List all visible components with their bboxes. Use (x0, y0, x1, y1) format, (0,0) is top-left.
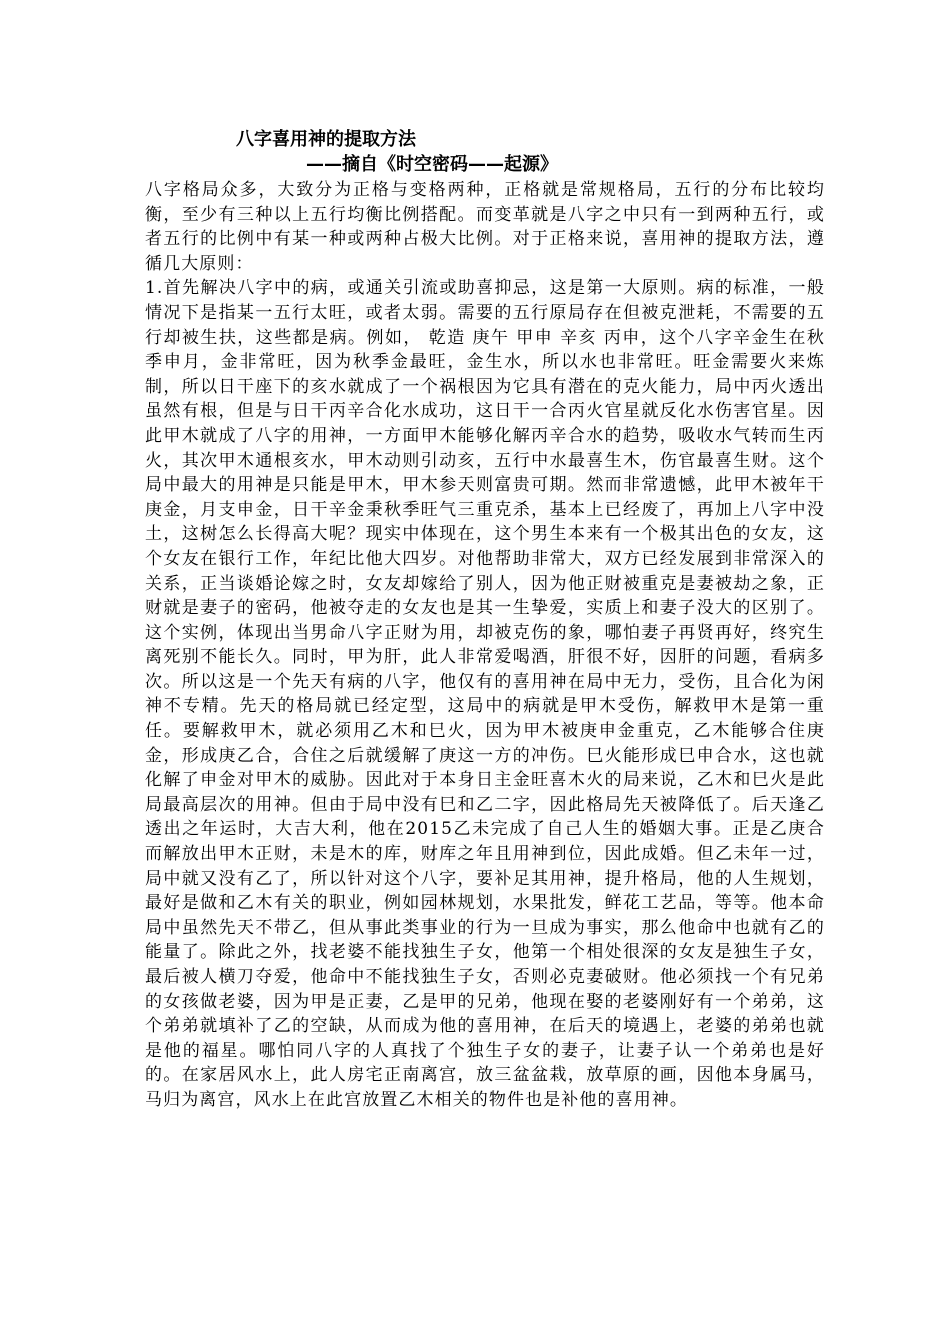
document-body (145, 178, 825, 1113)
intro-paragraph: 八字格局众多，大致分为正格与变格两种，正格就是常规格局，五行的分布比较均衡，至少有三种以上五行均衡比例搭配。而变革就是八字之中只有一到两种五行，或者五行的比例中有某一种或两种占极大比例。对于正格来说，喜用神的提取方法，遵循几大原则： (145, 180, 825, 274)
document-subtitle: ——摘自《时空密码——起源》 (306, 154, 558, 175)
principle-one-paragraph: 1.首先解决八字中的病，或通关引流或助喜抑忌，这是第一大原则。病的标准，一般情况下是指某一五行太旺，或者太弱。需要的五行原局存在但被克泄耗，不需要的五行却被生扶，这些都是病。例如， 乾造 庚午 甲申 辛亥 丙申，这个八字辛金生在秋季申月，金非常旺，因为秋季金最旺，金生水，所以水也非常旺。旺金需要火来炼制，所以日干座下的亥水就成了一个祸根因为它具有潜在的克火能力，局中丙火透出虽然有根，但是与日干丙辛合化水成功，这日干一合丙火官星就反化水伤害官星。因此甲木就成了八字的用神，一方面甲木能够化解丙辛合水的趋势，吸收水气转而生丙火，其次甲木通根亥水，甲木动则引动亥，五行中水最喜生木，伤官最喜生财。这个局中最大的用神是只能是甲木，甲木参天则富贵可期。然而非常遗憾，此甲木被年干庚金，月支申金，日干辛金秉秋季旺气三重克杀，基本上已经废了，再加上八字中没土，这树怎么长得高大呢？现实中体现在，这个男生本来有一个极其出色的女友，这个女友在银行工作，年纪比他大四岁。对他帮助非常大，双方已经发展到非常深入的关系，正当谈婚论嫁之时，女友却嫁给了别人，因为他正财被重克是妻被劫之象，正财就是妻子的密码，他被夺走的女友也是其一生挚爱，实质上和妻子没大的区别了。这个实例，体现出当男命八字正财为用，却被克伤的象，哪怕妻子再贤再好，终究生离死别不能长久。同时，甲为肝，此人非常爱喝酒，肝很不好，因肝的问题，看病多次。所以这是一个先天有病的八字，他仅有的喜用神在局中无力，受伤，且合化为闲神不专精。先天的格局就已经定型，这局中的病就是甲木受伤，解救甲木是第一重任。要解救甲木，就必须用乙木和巳火，因为甲木被庚申金重克，乙木能够合住庚金，形成庚乙合，合住之后就缓解了庚这一方的冲伤。巳火能形成巳申合水，这也就化解了申金对甲木的威胁。因此对于本身日主金旺喜木火的局来说，乙木和巳火是此局最高层次的用神。但由于局中没有巳和乙二字，因此格局先天被降低了。后天逢乙透出之年运时，大吉大利，他在2015乙未完成了自己人生的婚姻大事。正是乙庚合而解放出甲木正财，未是木的库，财库之年且用神到位，因此成婚。但乙未年一过，局中就又没有乙了，所以针对这个八字，要补足其用神，提升格局，他的人生规划，最好是做和乙木有关的职业，例如园林规划，水果批发，鲜花工艺品，等等。他本命局中虽然先天不带乙，但从事此类事业的行为一旦成为事实，那么他命中也就有乙的能量了。除此之外，找老婆不能找独生子女，他第一个相处很深的女友是独生子女，最后被人横刀夺爱，他命中不能找独生子女，否则必克妻破财。他必须找一个有兄弟的女孩做老婆，因为甲是正妻，乙是甲的兄弟，他现在娶的老婆刚好有一个弟弟，这个弟弟就填补了乙的空缺，从而成为他的喜用神，在后天的境遇上，老婆的弟弟也就是他的福星。哪怕同八字的人真找了个独生子女的妻子，让妻子认一个弟弟也是好的。在家居风水上，此人房宅正南离宫，放三盆盆栽，放草原的画，因他本身属马，马归为离宫，风水上在此宫放置乙木相关的物件也是补他的喜用神。 (145, 278, 825, 1110)
document-title: 八字喜用神的提取方法 (236, 129, 416, 150)
